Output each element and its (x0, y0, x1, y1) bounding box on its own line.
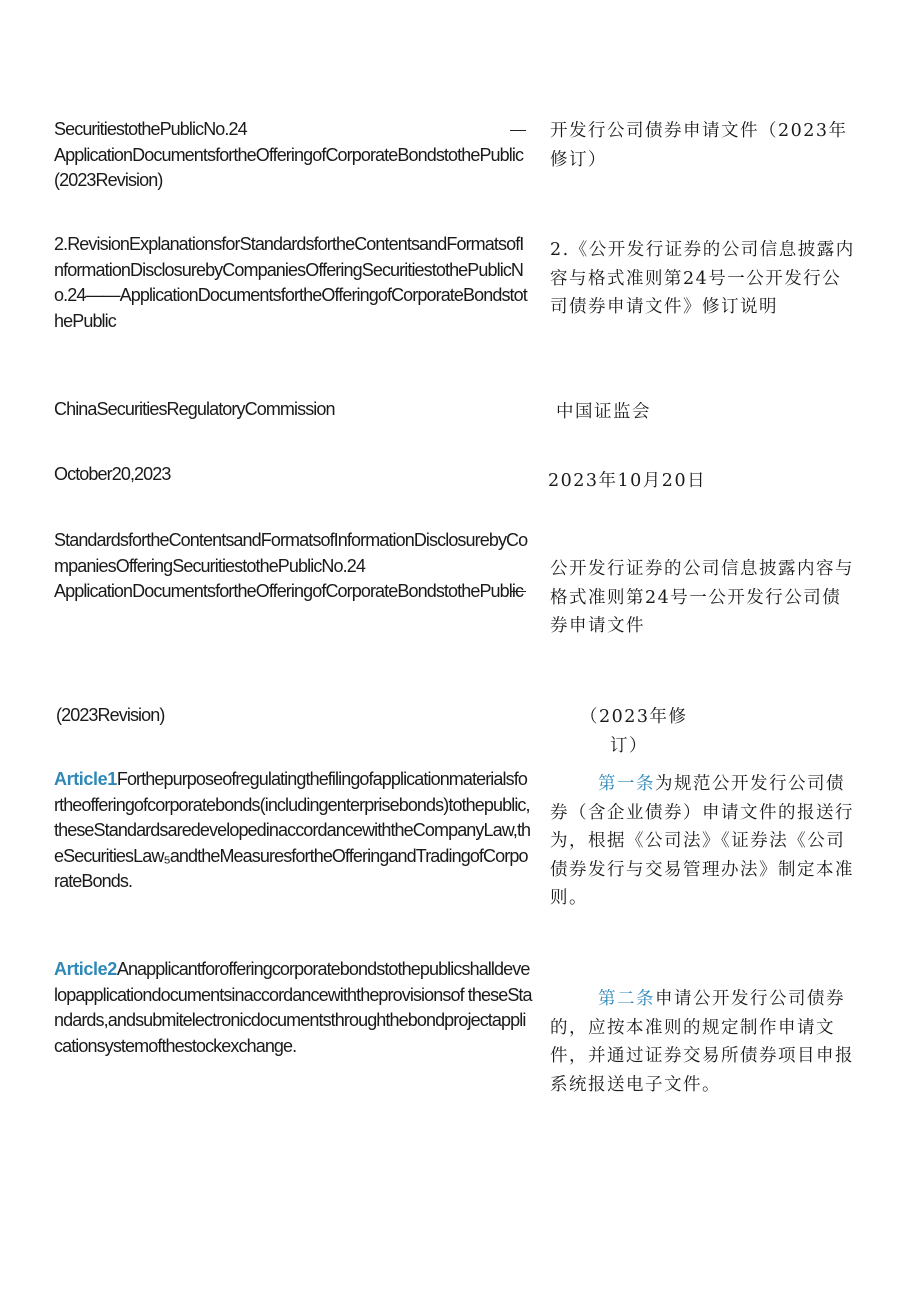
article2-chinese-text: 申请公开发行公司债券的，应按本准则的规定制作申请文件，并通过证券交易所债券项目申报系统报送电子文件。 (550, 989, 854, 1095)
date-chinese: 2023年10月20日 (548, 471, 707, 491)
date-english: October20,2023 (54, 464, 171, 484)
revision-tag-chinese (580, 703, 720, 760)
article1-chinese-label: 第一条 (598, 774, 655, 794)
revision-tag-chinese-line2: 订） (610, 735, 648, 756)
article2-chinese-label: 第二条 (598, 989, 655, 1009)
article1-english (54, 767, 532, 895)
standard-title-english-main: StandardsfortheContentsandFormatsofInformationDisclosurebyCompaniesOfferingSecuritiestothePublicNo.24 (54, 530, 528, 576)
block1-english-continuation: ApplicationDocumentsfortheOfferingofCorporateBondstothePublic(2023Revision) (54, 144, 524, 190)
standard-title-english-continuation: ApplicationDocumentsfortheOfferingofCorporateBondstothePublic (54, 581, 524, 601)
block1-english (54, 117, 532, 194)
em-dash-divider (510, 130, 526, 131)
block1-english-line1: SecuritiestothePublicNo.24 (54, 119, 247, 139)
article1-text: Forthepurposeofregulatingthefilingofapplicationmaterialsfortheofferingofcorporatebonds(includingenterprisebonds)tothepublic,theseStandardsaredevelopedinaccordancewiththeCompanyLaw,theSecuritiesLaw₅andtheMeasuresfortheOfferingandTradingofCorporateBonds. (54, 769, 531, 891)
article2-chinese (550, 985, 860, 1099)
article2-text: Anapplicantforofferingcorporatebondstothepublicshalldevelopapplicationdocumentsinaccordancewiththeprovisionsof theseStandards,andsubmitelectronicdocumentsthroughthebondprojectapplicationsystemofthestockexchange. (54, 959, 532, 1056)
standard-title-chinese: 公开发行证券的公司信息披露内容与格式准则第24号一公开发行公司债券申请文件 (550, 559, 854, 636)
standard-title-english (54, 528, 532, 605)
article1-chinese-text: 为规范公开发行公司债券（含企业债券）申请文件的报送行为，根据《公司法》《证券法《公司债券发行与交易管理办法》制定本准则。 (550, 774, 854, 908)
issuer-english: ChinaSecuritiesRegulatoryCommission (54, 399, 335, 419)
article2-english (54, 957, 532, 1059)
article1-chinese (550, 770, 860, 913)
block2-english-revision-title: 2.RevisionExplanationsforStandardsfortheContentsandFormatsofInformationDisclosurebyCompaniesOfferingSecuritiestothePublicNo.24——ApplicationDocumentsfortheOfferingofCorporateBondstothePublic (54, 234, 527, 331)
issuer-chinese: 中国证监会 (556, 402, 651, 422)
revision-tag-chinese-line1: （2023年修 (580, 707, 688, 727)
block2-chinese-revision-title: 2.《公开发行证券的公司信息披露内容与格式准则第24号一公开发行公司债券申请文件》修订说明 (550, 240, 855, 317)
article2-label: Article2 (54, 959, 117, 979)
block1-chinese: 开发行公司债券申请文件（2023年修订） (550, 121, 848, 170)
em-dash-divider (510, 591, 526, 592)
revision-tag-english: (2023Revision) (56, 705, 165, 725)
article1-label: Article1 (54, 769, 117, 789)
